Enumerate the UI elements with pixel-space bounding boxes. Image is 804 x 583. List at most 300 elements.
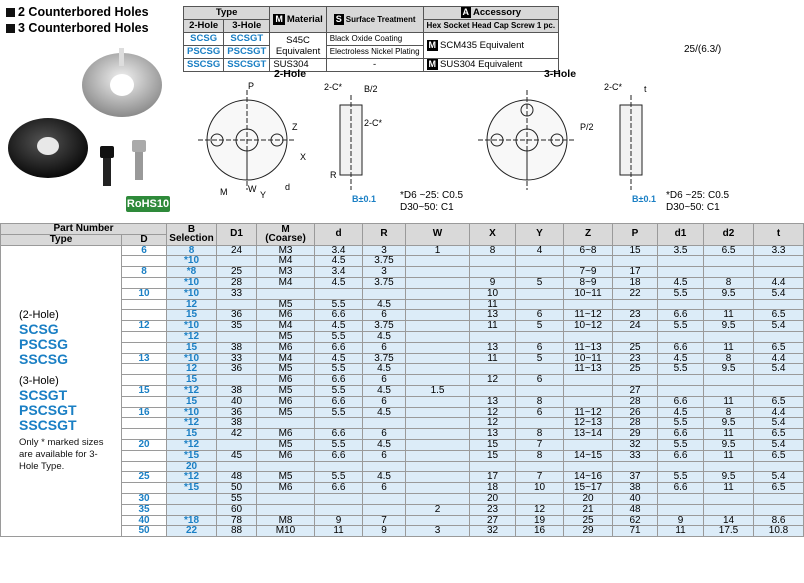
- table-cell: 23: [470, 504, 516, 515]
- table-cell: M5: [257, 385, 315, 396]
- table-cell: 20: [167, 461, 217, 472]
- table-cell: 6.5: [754, 429, 804, 440]
- table-cell: M6: [257, 342, 315, 353]
- table-cell: [658, 299, 704, 310]
- table-cell: 8: [704, 277, 754, 288]
- table-cell: [406, 407, 470, 418]
- table-cell: 13: [470, 429, 516, 440]
- legend-2hole: 2 Counterbored Holes: [6, 4, 149, 20]
- table-cell: [217, 439, 257, 450]
- table-cell: [122, 299, 167, 310]
- drawing-2hole-title: 2-Hole: [273, 68, 307, 80]
- table-cell: 12: [470, 375, 516, 386]
- table-cell: [658, 504, 704, 515]
- table-cell: 3.75: [363, 353, 406, 364]
- drawing-3hole: [470, 68, 650, 80]
- table-row: [1, 483, 804, 494]
- table-row: [1, 331, 804, 342]
- table-cell: *12: [167, 472, 217, 483]
- table-cell: 24: [217, 245, 257, 256]
- drawing-2hole-front: [190, 80, 390, 210]
- spec-accessory-header: A Accessory: [423, 7, 559, 20]
- spec-type-2hole: PSCSG: [184, 46, 224, 59]
- table-cell: [406, 418, 470, 429]
- spec-material-header: M Material: [270, 7, 326, 33]
- table-cell: 10: [516, 483, 564, 494]
- table-cell: 4.5: [658, 407, 704, 418]
- table-cell: [613, 375, 658, 386]
- table-cell: 5.5: [658, 321, 704, 332]
- spec-type-2hole: SCSG: [184, 33, 224, 46]
- table-cell: M6: [257, 429, 315, 440]
- table-cell: [257, 418, 315, 429]
- table-cell: 14~15: [564, 450, 613, 461]
- table-cell: 14: [704, 515, 754, 526]
- spec-material: S45C Equivalent: [270, 33, 326, 59]
- table-cell: 6.6: [315, 429, 363, 440]
- table-cell: 3: [363, 267, 406, 278]
- table-cell: [122, 342, 167, 353]
- table-cell: 11: [704, 429, 754, 440]
- table-cell: [406, 321, 470, 332]
- type-name: PSCSGT: [19, 401, 77, 418]
- product-photo: [4, 40, 172, 218]
- table-cell: 6.6: [315, 483, 363, 494]
- svg-text:P/2: P/2: [580, 122, 594, 132]
- table-cell: 6.5: [704, 245, 754, 256]
- product-header: [0, 0, 753, 222]
- table-cell: 40: [613, 493, 658, 504]
- type-cell: (2-Hole) SCSG PSCSG SSCSG (3-Hole) SCSGT PSCSGT SSCSGT Only * marked sizes are available for 3-Hole Type.: [1, 245, 122, 537]
- table-cell: 12: [470, 418, 516, 429]
- table-cell: [658, 267, 704, 278]
- svg-text:Z: Z: [292, 122, 298, 132]
- table-cell: 6.6: [315, 375, 363, 386]
- table-cell: [406, 331, 470, 342]
- table-cell: 27: [470, 515, 516, 526]
- table-cell: 15: [470, 439, 516, 450]
- hdr-m: M (Coarse): [257, 224, 315, 246]
- chamfer-note-2hole: *D6 ~25: C0.5 D30~50: C1: [400, 190, 464, 213]
- svg-text:2-C*: 2-C*: [604, 82, 623, 92]
- table-cell: 6.5: [754, 450, 804, 461]
- table-cell: M6: [257, 310, 315, 321]
- table-row: [1, 385, 804, 396]
- table-cell: 4.5: [363, 407, 406, 418]
- spec-surface: -: [326, 59, 423, 72]
- table-cell: 4.4: [754, 277, 804, 288]
- table-cell: 22: [167, 526, 217, 537]
- table-cell: 6: [363, 375, 406, 386]
- table-cell: 11~12: [564, 310, 613, 321]
- table-cell: [613, 256, 658, 267]
- table-cell: [406, 353, 470, 364]
- type-name: SSCSGT: [19, 416, 77, 433]
- table-cell: 6: [363, 450, 406, 461]
- table-cell: 35: [217, 321, 257, 332]
- table-cell: 5.5: [315, 299, 363, 310]
- table-cell: 5.4: [754, 418, 804, 429]
- table-cell: 29: [613, 429, 658, 440]
- table-cell: 12: [167, 299, 217, 310]
- table-cell: 55: [217, 493, 257, 504]
- table-cell: [363, 288, 406, 299]
- table-cell: 71: [613, 526, 658, 537]
- table-cell: 42: [217, 429, 257, 440]
- spec-type-header: Type: [184, 7, 270, 20]
- table-row: [1, 407, 804, 418]
- table-cell: 17: [613, 267, 658, 278]
- table-cell: M5: [257, 364, 315, 375]
- table-cell: [315, 504, 363, 515]
- table-cell: 3.75: [363, 277, 406, 288]
- table-cell: 23: [613, 310, 658, 321]
- table-cell: 11: [704, 396, 754, 407]
- table-cell: 26: [613, 407, 658, 418]
- table-cell: 4.5: [315, 353, 363, 364]
- spec-surface-header: S Surface Treatment: [326, 7, 423, 33]
- table-cell: 33: [217, 288, 257, 299]
- table-cell: [470, 385, 516, 396]
- table-cell: [257, 288, 315, 299]
- table-cell: [754, 504, 804, 515]
- table-row: [1, 342, 804, 353]
- table-cell: 9: [470, 277, 516, 288]
- table-cell: 12: [167, 364, 217, 375]
- table-cell: 11: [704, 483, 754, 494]
- table-cell: 36: [217, 364, 257, 375]
- table-cell: [613, 461, 658, 472]
- table-cell: [564, 299, 613, 310]
- drawing-2hole: [190, 68, 390, 80]
- table-cell: [754, 267, 804, 278]
- table-cell: [704, 385, 754, 396]
- table-cell: [658, 493, 704, 504]
- table-cell: 60: [217, 504, 257, 515]
- table-cell: 5.5: [315, 364, 363, 375]
- table-cell: 17: [470, 472, 516, 483]
- spec-type-2hole: SSCSG: [184, 59, 224, 72]
- table-cell: M5: [257, 299, 315, 310]
- table-cell: M6: [257, 375, 315, 386]
- table-cell: 28: [613, 396, 658, 407]
- table-cell: 1: [406, 245, 470, 256]
- table-cell: 15: [613, 245, 658, 256]
- table-cell: [406, 288, 470, 299]
- table-cell: 25: [613, 364, 658, 375]
- table-cell: 3: [406, 526, 470, 537]
- table-row: [1, 353, 804, 364]
- svg-text:P: P: [248, 81, 255, 91]
- table-cell: [613, 299, 658, 310]
- table-cell: 15: [167, 310, 217, 321]
- table-cell: 6: [363, 429, 406, 440]
- table-cell: 4: [516, 245, 564, 256]
- table-row: [1, 321, 804, 332]
- table-cell: 40: [217, 396, 257, 407]
- table-cell: 10~12: [564, 321, 613, 332]
- table-cell: [257, 493, 315, 504]
- svg-text:B±0.1: B±0.1: [352, 194, 376, 204]
- table-cell: 9.5: [704, 418, 754, 429]
- hdr-x: X: [470, 224, 516, 246]
- table-cell: 5: [516, 321, 564, 332]
- table-cell: *10: [167, 321, 217, 332]
- table-cell: [564, 439, 613, 450]
- table-cell: 3.4: [315, 245, 363, 256]
- table-cell: 5.5: [315, 331, 363, 342]
- table-cell: 6: [516, 375, 564, 386]
- hdr-t: t: [754, 224, 804, 246]
- table-cell: 19: [516, 515, 564, 526]
- table-cell: 15: [167, 342, 217, 353]
- table-cell: [704, 493, 754, 504]
- dimension-table: [0, 223, 804, 537]
- table-cell: *12: [167, 331, 217, 342]
- table-cell: [406, 375, 470, 386]
- table-cell: 3: [363, 245, 406, 256]
- table-cell: *12: [167, 418, 217, 429]
- table-cell: M4: [257, 256, 315, 267]
- table-cell: [658, 375, 704, 386]
- table-cell: 62: [613, 515, 658, 526]
- table-cell: M5: [257, 472, 315, 483]
- table-row: [1, 288, 804, 299]
- table-cell: 33: [217, 353, 257, 364]
- table-cell: 3.75: [363, 256, 406, 267]
- table-cell: 28: [613, 418, 658, 429]
- table-cell: 6.5: [754, 342, 804, 353]
- table-row: [1, 364, 804, 375]
- table-cell: 36: [217, 407, 257, 418]
- table-cell: 8: [516, 450, 564, 461]
- table-cell: [406, 461, 470, 472]
- svg-text:X: X: [300, 152, 307, 162]
- table-cell: [315, 288, 363, 299]
- spec-surface: Black Oxide Coating: [326, 33, 423, 46]
- table-cell: 25: [217, 267, 257, 278]
- type-name: SCSGT: [19, 386, 68, 403]
- table-cell: [754, 461, 804, 472]
- table-cell: 9: [658, 515, 704, 526]
- table-cell: [217, 299, 257, 310]
- table-cell: 50: [217, 483, 257, 494]
- table-row: [1, 256, 804, 267]
- table-cell: 14~16: [564, 472, 613, 483]
- table-cell: 6.6: [658, 429, 704, 440]
- table-cell: 17.5: [704, 526, 754, 537]
- table-cell: 88: [217, 526, 257, 537]
- table-cell: 36: [217, 310, 257, 321]
- table-cell: M8: [257, 515, 315, 526]
- table-cell: [406, 429, 470, 440]
- table-cell: 4.5: [363, 331, 406, 342]
- table-cell: [406, 515, 470, 526]
- table-cell: 9.5: [704, 321, 754, 332]
- spec-type-3hole: PSCSGT: [224, 46, 270, 59]
- table-cell: 16: [122, 407, 167, 418]
- table-cell: 4.5: [658, 353, 704, 364]
- table-cell: 10: [122, 288, 167, 299]
- drawing-3hole-front: [470, 80, 670, 210]
- table-cell: M10: [257, 526, 315, 537]
- table-cell: *15: [167, 450, 217, 461]
- table-cell: 20: [470, 493, 516, 504]
- table-cell: 48: [613, 504, 658, 515]
- table-row: [1, 493, 804, 504]
- hdr-d1: D1: [217, 224, 257, 246]
- table-cell: 11~13: [564, 364, 613, 375]
- table-cell: 5.5: [315, 407, 363, 418]
- spec-type-3hole: SSCSGT: [224, 59, 270, 72]
- table-cell: 9.5: [704, 288, 754, 299]
- table-cell: [704, 256, 754, 267]
- legend-3hole: 3 Counterbored Holes: [6, 20, 149, 36]
- table-cell: [516, 364, 564, 375]
- table-cell: 7: [516, 472, 564, 483]
- table-row: [1, 429, 804, 440]
- table-cell: 9.5: [704, 472, 754, 483]
- table-cell: 22: [613, 288, 658, 299]
- table-cell: 11: [704, 342, 754, 353]
- table-cell: [406, 472, 470, 483]
- hole-legend: [6, 4, 149, 36]
- table-cell: M4: [257, 321, 315, 332]
- table-cell: 5.5: [315, 472, 363, 483]
- table-row: [1, 472, 804, 483]
- hdr-r: R: [363, 224, 406, 246]
- svg-text:d: d: [285, 182, 291, 192]
- table-cell: [564, 396, 613, 407]
- table-cell: 5.5: [658, 472, 704, 483]
- table-cell: 9.5: [704, 364, 754, 375]
- table-cell: 6: [363, 396, 406, 407]
- table-cell: 6.6: [658, 342, 704, 353]
- table-cell: 50: [122, 526, 167, 537]
- table-cell: 6: [122, 245, 167, 256]
- table-cell: [315, 461, 363, 472]
- table-cell: [754, 331, 804, 342]
- table-cell: 9: [315, 515, 363, 526]
- table-cell: 7: [363, 515, 406, 526]
- table-row: [1, 439, 804, 450]
- table-cell: [122, 483, 167, 494]
- table-cell: [658, 331, 704, 342]
- table-cell: 5.5: [658, 364, 704, 375]
- table-cell: [406, 277, 470, 288]
- table-cell: 5.4: [754, 364, 804, 375]
- table-cell: [122, 396, 167, 407]
- table-cell: *10: [167, 288, 217, 299]
- rohs-badge: RoHS10: [126, 198, 170, 210]
- table-cell: 38: [217, 385, 257, 396]
- table-cell: [217, 461, 257, 472]
- table-cell: 4.5: [315, 321, 363, 332]
- table-row: [1, 245, 804, 256]
- table-cell: 29: [564, 526, 613, 537]
- table-row: [1, 277, 804, 288]
- svg-text:B/2: B/2: [364, 84, 378, 94]
- table-cell: 3.5: [658, 245, 704, 256]
- table-cell: [122, 331, 167, 342]
- table-cell: 38: [217, 342, 257, 353]
- table-row: [1, 396, 804, 407]
- table-cell: 35: [122, 504, 167, 515]
- table-row: [1, 526, 804, 537]
- table-cell: [704, 461, 754, 472]
- table-cell: 25: [613, 342, 658, 353]
- table-cell: *8: [167, 267, 217, 278]
- table-cell: [406, 256, 470, 267]
- spec-material: SUS304: [270, 59, 326, 72]
- table-cell: 5.4: [754, 321, 804, 332]
- table-cell: 13: [470, 342, 516, 353]
- table-row: [1, 418, 804, 429]
- table-cell: 5.5: [658, 439, 704, 450]
- table-cell: 21: [564, 504, 613, 515]
- svg-text:W: W: [248, 184, 257, 194]
- table-cell: 5: [516, 277, 564, 288]
- table-cell: [122, 461, 167, 472]
- table-cell: 15: [122, 385, 167, 396]
- table-cell: 40: [122, 515, 167, 526]
- table-cell: [516, 331, 564, 342]
- table-cell: 13: [470, 310, 516, 321]
- table-cell: [516, 461, 564, 472]
- spec-accessory-sub: Hex Socket Head Cap Screw 1 pc.: [423, 20, 559, 33]
- table-cell: M5: [257, 407, 315, 418]
- table-cell: 11: [470, 321, 516, 332]
- table-cell: 5.5: [658, 418, 704, 429]
- hdr-d2: d2: [704, 224, 754, 246]
- table-cell: 48: [217, 472, 257, 483]
- table-cell: M6: [257, 450, 315, 461]
- table-cell: 11: [315, 526, 363, 537]
- table-cell: 5.4: [754, 472, 804, 483]
- table-cell: *10: [167, 277, 217, 288]
- table-cell: M6: [257, 396, 315, 407]
- table-cell: 5.5: [658, 288, 704, 299]
- table-cell: 2: [406, 504, 470, 515]
- table-cell: [406, 364, 470, 375]
- table-row: [1, 515, 804, 526]
- table-cell: 5.4: [754, 439, 804, 450]
- table-cell: [217, 375, 257, 386]
- table-cell: 8.6: [754, 515, 804, 526]
- type-name: PSCSG: [19, 335, 69, 352]
- table-cell: 10.8: [754, 526, 804, 537]
- table-cell: [122, 429, 167, 440]
- table-cell: M4: [257, 277, 315, 288]
- table-cell: [167, 493, 217, 504]
- table-cell: [122, 450, 167, 461]
- table-cell: 7: [516, 439, 564, 450]
- table-cell: 6.6: [315, 450, 363, 461]
- hdr-type: Type: [1, 234, 122, 245]
- table-cell: [704, 504, 754, 515]
- table-cell: 12~13: [564, 418, 613, 429]
- table-cell: 6.6: [658, 483, 704, 494]
- spec-col-2hole: 2-Hole: [184, 20, 224, 33]
- table-cell: [613, 331, 658, 342]
- table-cell: 32: [613, 439, 658, 450]
- table-row: [1, 450, 804, 461]
- spec-accessory: M SUS304 Equivalent: [423, 59, 559, 72]
- table-cell: [754, 256, 804, 267]
- table-cell: 33: [613, 450, 658, 461]
- table-cell: 6.5: [754, 310, 804, 321]
- table-row: [1, 461, 804, 472]
